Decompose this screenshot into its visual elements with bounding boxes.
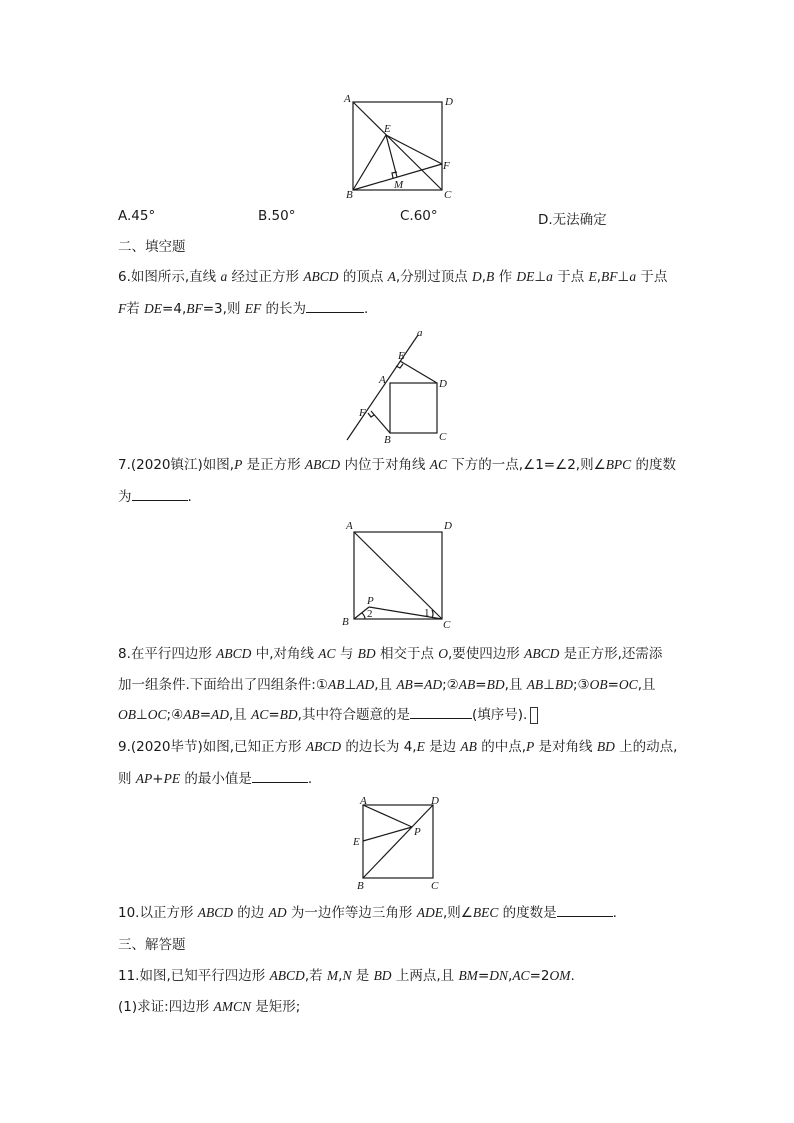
label-e: E xyxy=(353,836,360,848)
label-d: D xyxy=(445,96,453,108)
section-title-fill-blank: 二、填空题 xyxy=(118,239,186,255)
segment-ef xyxy=(386,135,442,164)
right-angle-mark-e xyxy=(396,364,403,368)
q7-line1: 7.(2020镇江)如图,P 是正方形 ABCD 内位于对角线 AC 下方的一点,∠1=∠2,则∠BPC 的度数 xyxy=(118,457,676,473)
label-b: B xyxy=(357,880,364,892)
label-e: E xyxy=(384,123,391,135)
label-a: A xyxy=(344,93,351,105)
answer-blank-q6[interactable] xyxy=(306,300,364,313)
label-d: D xyxy=(444,520,452,532)
q6-line2: F若 DE=4,BF=3,则 EF 的长为 . xyxy=(118,301,369,317)
q10-line1: 10.以正方形 ABCD 的边 AD 为一边作等边三角形 ADE,则∠BEC 的度数是 . xyxy=(118,905,617,921)
q11-line1: 11.如图,已知平行四边形 ABCD,若 M,N 是 BD 上两点,且 BM=DN,AC=2OM. xyxy=(118,968,575,984)
label-b: B xyxy=(346,189,353,201)
square-abcd xyxy=(390,383,437,433)
label-a: A xyxy=(360,795,367,807)
label-p: P xyxy=(367,595,374,607)
label-p: P xyxy=(414,826,421,838)
label-c: C xyxy=(443,619,451,631)
option-b: B.50° xyxy=(258,208,296,224)
label-a-line: a xyxy=(417,327,423,339)
segment-bf xyxy=(371,411,390,433)
section-title-solve: 三、解答题 xyxy=(118,937,186,953)
option-a: A.45° xyxy=(118,208,156,224)
label-b: B xyxy=(342,616,349,628)
segment-em xyxy=(386,135,397,177)
figure-q9-square-with-point-p xyxy=(348,797,448,892)
label-a: A xyxy=(346,520,353,532)
label-e: E xyxy=(398,350,405,362)
q7-line2: 为 . xyxy=(118,489,192,505)
angle-arc-1 xyxy=(432,610,433,618)
segment-de xyxy=(400,361,437,383)
answer-blank-q10[interactable] xyxy=(557,904,613,917)
label-c: C xyxy=(444,189,452,201)
answer-blank-q9[interactable] xyxy=(252,770,308,783)
label-a: A xyxy=(379,374,386,386)
label-f: F xyxy=(359,407,366,419)
label-f: F xyxy=(443,160,450,172)
text-cursor-box xyxy=(530,707,538,724)
figure-q5-square-abcd xyxy=(340,92,470,207)
label-b: B xyxy=(384,434,391,446)
q9-line2: 则 AP+PE 的最小值是 . xyxy=(118,771,313,787)
option-d: D.无法确定 xyxy=(538,212,607,228)
diagonal-bd xyxy=(363,805,433,878)
segment-ap xyxy=(363,805,412,827)
angle-arc-2 xyxy=(362,613,365,619)
label-c: C xyxy=(431,880,439,892)
answer-blank-q7[interactable] xyxy=(132,488,188,501)
label-angle-1: 1 xyxy=(424,607,430,619)
figure-q6-line-and-square xyxy=(340,325,460,445)
label-angle-2: 2 xyxy=(367,608,373,620)
label-d: D xyxy=(431,795,439,807)
figure-q7-square-with-point-p xyxy=(340,515,460,630)
q9-line1: 9.(2020毕节)如图,已知正方形 ABCD 的边长为 4,E 是边 AB 的中点,P 是对角线 BD 上的动点, xyxy=(118,739,678,755)
q11-line2: (1)求证:四边形 AMCN 是矩形; xyxy=(118,999,301,1015)
q6-line1: 6.如图所示,直线 a 经过正方形 ABCD 的顶点 A,分别过顶点 D,B 作 DE⊥a 于点 E,BF⊥a 于点 xyxy=(118,269,668,285)
label-c: C xyxy=(439,431,447,443)
label-d: D xyxy=(439,378,447,390)
option-c: C.60° xyxy=(400,208,438,224)
q8-line3: OB⊥OC;④AB=AD,且 AC=BD,其中符合题意的是 (填序号). xyxy=(118,706,538,724)
answer-blank-q8[interactable] xyxy=(410,706,472,719)
label-m: M xyxy=(394,179,404,191)
q8-line1: 8.在平行四边形 ABCD 中,对角线 AC 与 BD 相交于点 O,要使四边形 ABCD 是正方形,还需添 xyxy=(118,646,663,662)
q8-line2: 加一组条件.下面给出了四组条件:①AB⊥AD,且 AB=AD;②AB=BD,且 AB⊥BD;③OB=OC,且 xyxy=(118,677,656,693)
